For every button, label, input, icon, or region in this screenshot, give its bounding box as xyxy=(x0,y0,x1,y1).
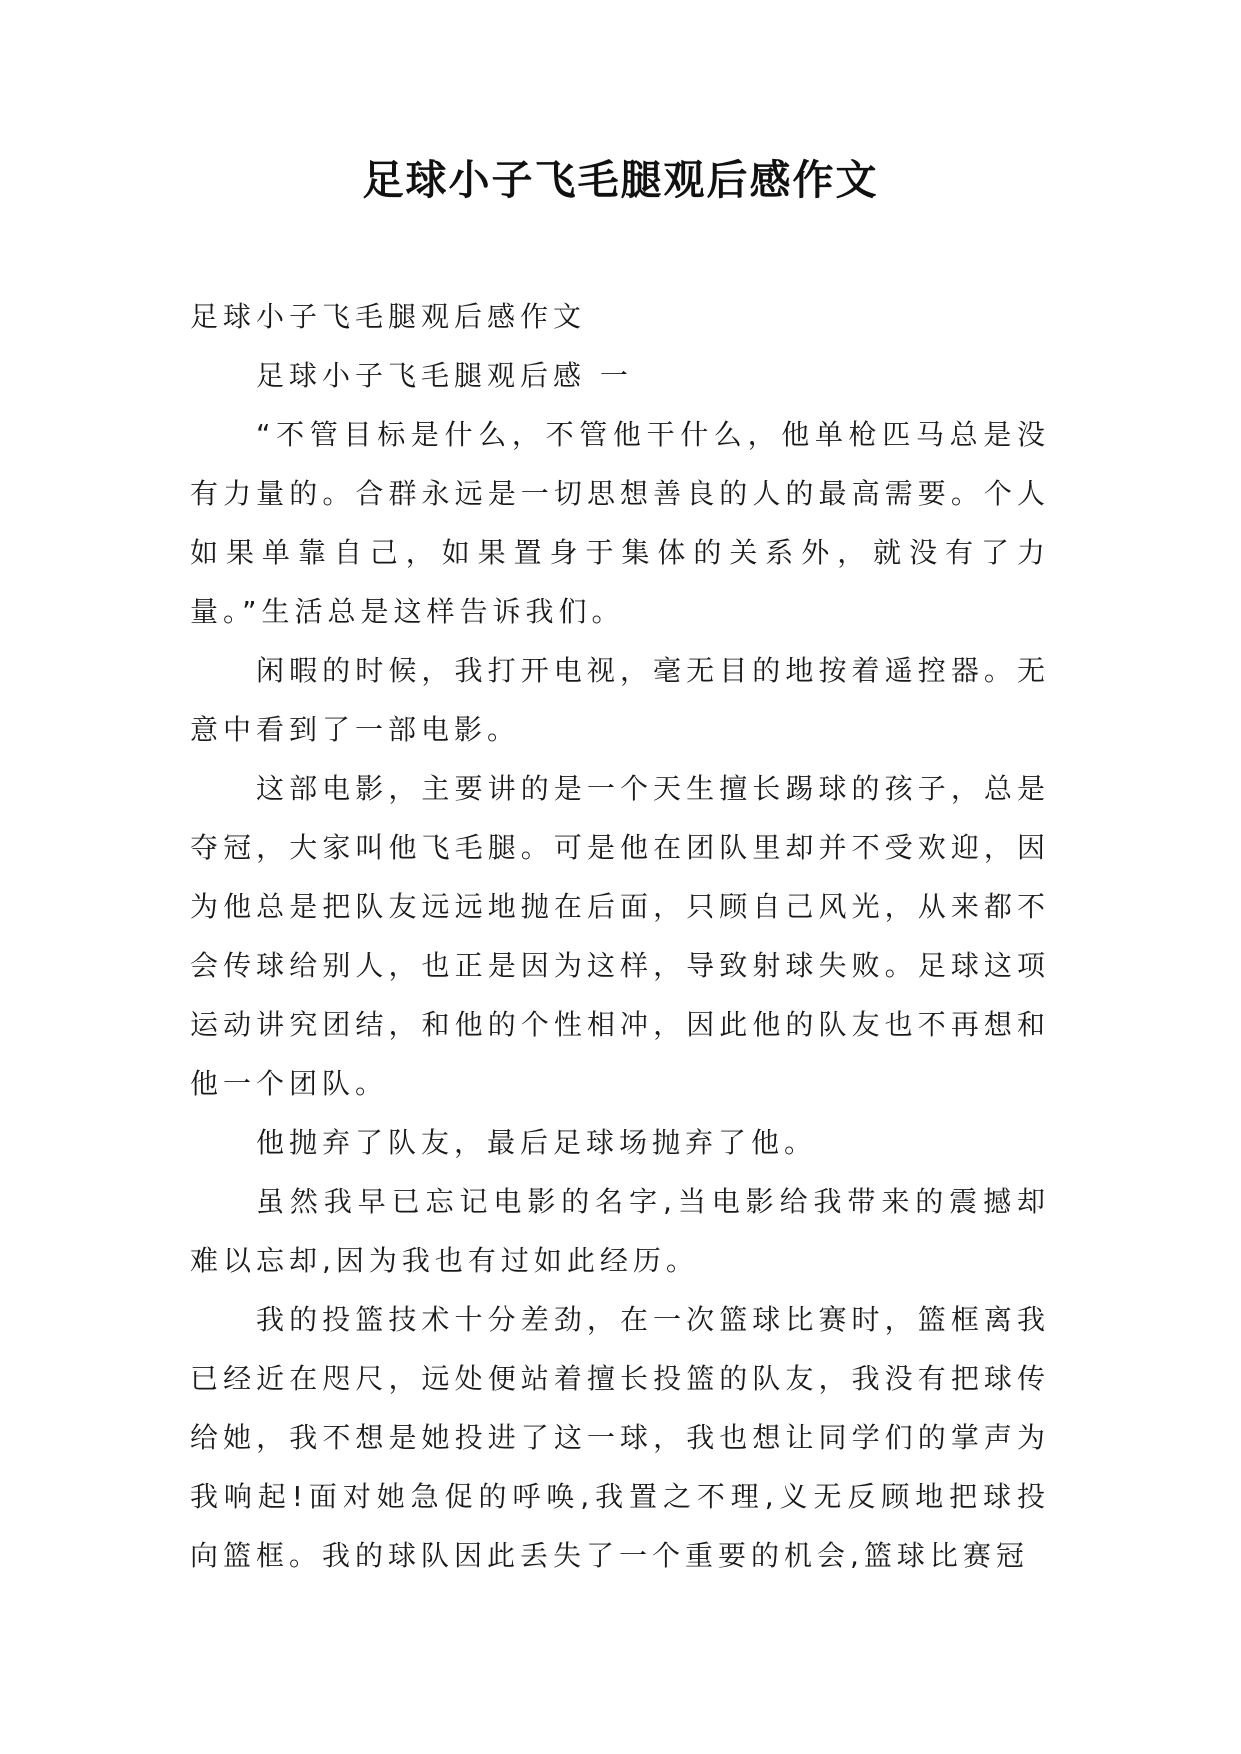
paragraph: 足球小子飞毛腿观后感 一 xyxy=(256,359,633,392)
paragraph: 虽然我早已忘记电影的名字,当电影给我带来的震撼却难以忘却,因为我也有过如此经历。 xyxy=(190,1185,1050,1277)
document-body xyxy=(190,287,1050,1585)
paragraph: 他抛弃了队友，最后足球场抛弃了他。 xyxy=(256,1126,818,1159)
document-title: 足球小子飞毛腿观后感作文 xyxy=(362,156,879,204)
paragraph: 闲暇的时候，我打开电视，毫无目的地按着遥控器。无意中看到了一部电影。 xyxy=(190,654,1050,746)
paragraph: 这部电影，主要讲的是一个天生擅长踢球的孩子，总是夺冠，大家叫他飞毛腿。可是他在团队里却并不受欢迎，因为他总是把队友远远地抛在后面，只顾自己风光，从来都不会传球给别人，也正是因为这样，导致射球失败。足球这项运动讲究团结，和他的个性相冲，因此他的队友也不再想和他一个团队。 xyxy=(190,772,1050,1100)
paragraph: “不管目标是什么，不管他干什么，他单枪匹马总是没有力量的。合群永远是一切思想善良的人的最高需要。个人如果单靠自己，如果置身于集体的关系外，就没有了力量。”生活总是这样告诉我们。 xyxy=(190,418,1050,628)
paragraph: 我的投篮技术十分差劲，在一次篮球比赛时，篮框离我已经近在咫尺，远处便站着擅长投篮的队友，我没有把球传给她，我不想是她投进了这一球，我也想让同学们的掌声为我响起!面对她急促的呼唤,我置之不理,义无反顾地把球投向篮框。我的球队因此丢失了一个重要的机会,篮球比赛冠 xyxy=(190,1303,1050,1572)
paragraph: 足球小子飞毛腿观后感作文 xyxy=(190,300,587,333)
